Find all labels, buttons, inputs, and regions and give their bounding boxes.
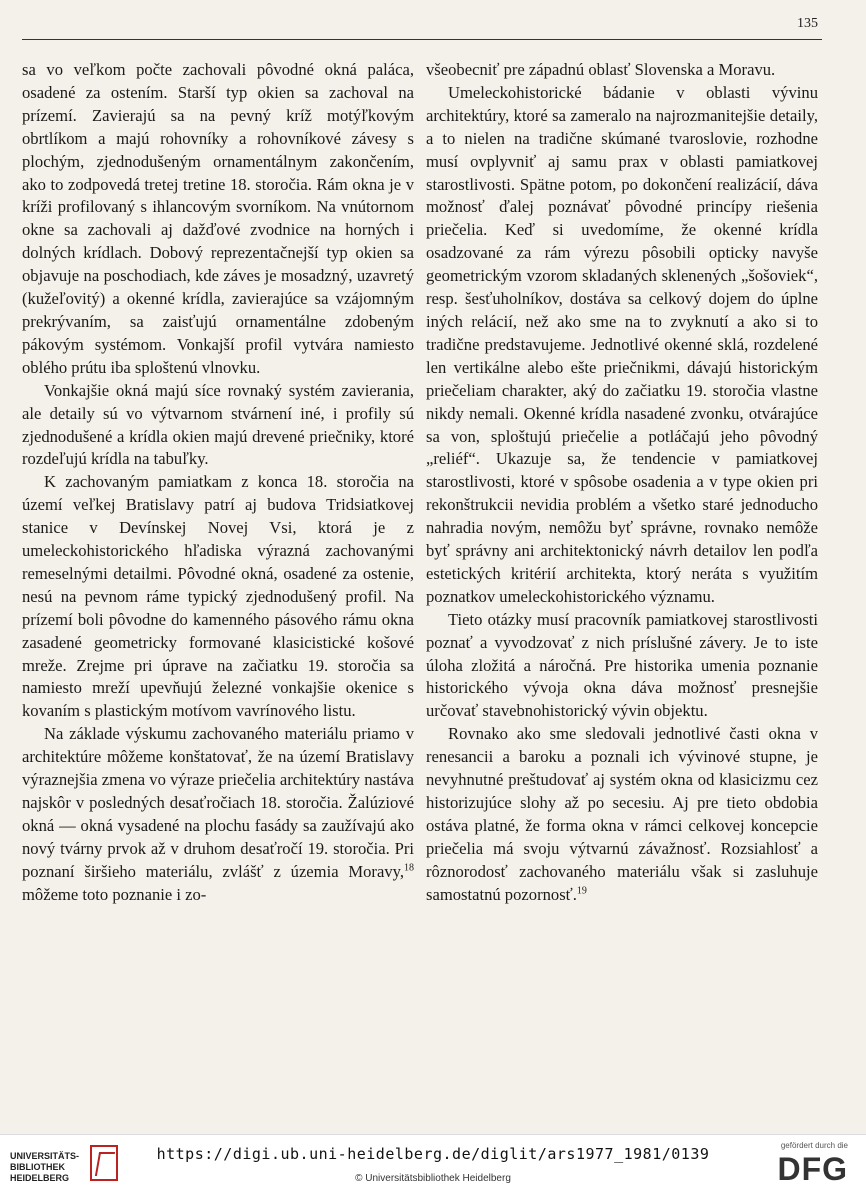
- paragraph: sa vo veľkom počte zachovali pôvodné okná paláca, osadené za ostením. Starší typ okien sa zachoval na prízemí. Zavierajú sa na pevný kríž motýľkovým obrtlíkom a majú rohovníky a rohovníkové závesy s plochým, zjednodušeným ornamentálnym zakončením, ako to zodpovedá tretej tretine 18. storočia. Rám okna je v kríži profilovaný s ihlancovým svorníkom. Na vnútornom okne sa zachovali aj dažďové zvodnice na horných i dolných krídlach. Dobový reprezentačnejší typ okien sa objavuje na poschodiach, kde záves je mosadzný, uzavretý (kužeľovitý) a okenné krídla, zavierajúce sa vzájomným prekrývaním, sa zaisťujú ornamentálne zdobeným pákovým systémom. Vonkajší profil vytvára namiesto oblého prútu iba sploštenú vlnovku.: [22, 60, 414, 377]
- header-rule: [22, 39, 822, 40]
- paragraph: [22, 723, 414, 906]
- logo-line: UNIVERSITÄTS-: [10, 1151, 80, 1161]
- footnote-mark[interactable]: 19: [576, 885, 587, 897]
- paragraph: Vonkajšie okná majú síce rovnaký systém zavierania, ale detaily sú vo výtvarnom stvárnení iné, i profily sú zjednodušené a krídla okien majú drevené priečniky, ktoré rozdeľujú krídla na tabuľky.: [22, 380, 414, 469]
- paragraph: Tieto otázky musí pracovník pamiatkovej starostlivosti poznať a vyvodzovať z nich príslušné závery. Je to iste úloha zložitá a náročná. Pre historika umenia poznanie historického vývoja okna dáva možnosť presnejšie určovať stavebnohistorický vývin objektu.: [426, 609, 818, 721]
- footnote-mark[interactable]: 18: [404, 862, 414, 874]
- dfg-caption: gefördert durch die: [780, 1141, 848, 1150]
- paragraph: [426, 723, 818, 906]
- page-number: 135: [797, 16, 818, 31]
- dfg-logo-icon[interactable]: DFG: [777, 1151, 848, 1187]
- document-url-link[interactable]: https://digi.ub.uni-heidelberg.de/diglit/ars1977_1981/0139: [156, 1145, 710, 1163]
- copyright-notice: © Universitätsbibliothek Heidelberg: [355, 1173, 511, 1184]
- paragraph-tail: môžeme toto poznanie i zo-: [22, 884, 207, 904]
- logo-line: HEIDELBERG: [10, 1173, 70, 1183]
- right-column: [426, 59, 818, 907]
- paragraph: všeobecniť pre západnú oblasť Slovenska a Moravu.: [426, 60, 776, 79]
- paragraph-text: Rovnako ako sme sledovali jednotlivé časti okna v renesancii a baroku a poznali ich vývinové stupne, je nevyhnutné preštudovať aj systém okna od klasicizmu cez historizujúce slohy až po secesiu. Aj pre tieto obdobia ostáva platné, že forma okna v rámci celkovej koncepcie priečelia má svoju výtvarnú závažnosť. Rozsiahlosť a rôznorodosť zachovaného materiálu však si zasluhuje samostatnú pozornosť.: [426, 724, 818, 904]
- paragraph: Umeleckohistorické bádanie v oblasti vývinu architektúry, ktoré sa zameralo na najrozmanitejšie detaily, a to nielen na tradične skúmané tvaroslovie, rozhodne musí ovplyvniť aj samu prax v oblasti pamiatkovej starostlivosti. Spätne potom, po dokončení realizácií, dáva možnosť ďalej poznávať pôvodné princípy riešenia priečelia. Keď si uvedomíme, že okenné krídla osadzované za rám výrezu pôsobili opticky navyše geometrickým vzorom skladaných sklenených „šošoviek“, resp. šesťuholníkov, dostáva sa celkový dojem do úplne iných relácií, než ako sme na to zvyknutí a ako si to tradične predstavujeme. Jednotlivé okenné sklá, rozdelené len vertikálne alebo ešte priečnikmi, dávajú historickým priečeliam charakter, aký do začiatku 19. storočia vlastne nikdy nemali. Okenné krídla nasadené zvonku, otvárajúce sa von, sploštujú priečelie a potláčajú jeho pôvodný „reliéf“. Ukazuje sa, že tendencie v pamiatkovej starostlivosti, ktoré v spôsobe osadenia a v type okien pri rekonštrukcii nevidia problém a všetko staré jednoducho nahradia novým, nemôžu byť správne, rovnako nemôže byť správny ani architektonický návrh detailov len podľa estetických kritérií architekta, ktorý neráta s využitím poznatkov umeleckohistorického významu.: [426, 82, 818, 606]
- logo-line: BIBLIOTHEK: [10, 1162, 65, 1172]
- left-column: [22, 59, 414, 907]
- paragraph: K zachovaným pamiatkam z konca 18. storočia na území veľkej Bratislavy patrí aj budova Tridsiatkovej stanice v Devínskej Novej Vsi, ktorá je z umeleckohistorického hľadiska výrazná zachovanými remeselnými detailmi. Pôvodné okná, osadené za ostenie, nesú na pevnom ráme typický zjednodušený profil. Na prízemí boli pôvodne do kamenného pásového rámu okna zasadené geometricky formované klasicistické košové mreže. Zrejme pri úprave na začiatku 19. storočia sa namiesto mreží upevňujú železné vonkajšie okenice s kovaním s plastickým motívom vavrínového listu.: [22, 472, 414, 721]
- paragraph-text: Na základe výskumu zachovaného materiálu priamo v architektúre môžeme konštatovať, že na území Bratislavy výraznejšia zmena vo výraze priečelia architektúry nastáva najskôr v posledných desaťročiach 18. storočia. Žalúziové okná — okná vysadené na plochu fasády sa zaužívajú ako nový tvárny prvok až v druhom desaťročí 19. storočia. Pri poznaní širšieho materiálu, zvlášť z územia Moravy,: [22, 724, 414, 881]
- footer-bar: [0, 1134, 866, 1197]
